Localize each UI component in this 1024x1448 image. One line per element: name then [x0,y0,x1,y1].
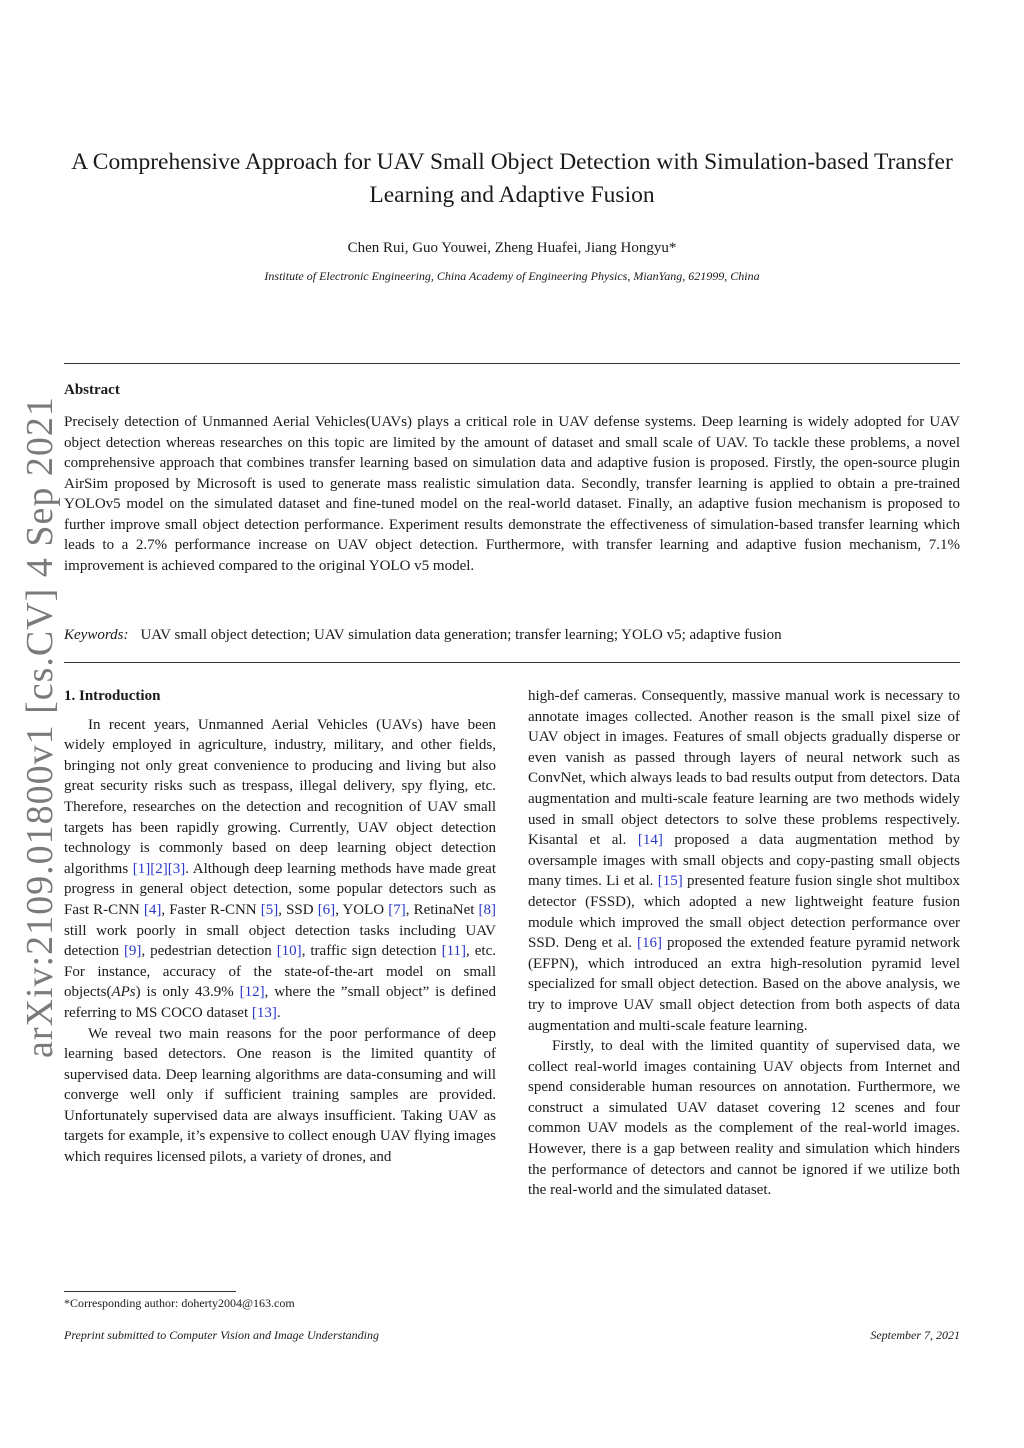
text-run: high-def cameras. Consequently, massive manual work is necessary to annotate images collected. Another reason is the small pixel size of UAV object in images. Features of small objects gradually disperse or even vanish as passed through layers of neural network such as ConvNet, which always leads to bad results output from detectors. Data augmentation and multi-scale feature learning are two methods widely used in small object detectors to solve these problems respectively. Kisantal et al. [528,688,960,849]
keywords-line [64,627,960,644]
citation-link[interactable]: [1] [132,860,151,877]
text-run: , Faster R-CNN [161,901,261,918]
text-run: In recent years, Unmanned Aerial Vehicles (UAVs) have been widely employed in agriculture, industry, military, and other fields, bringing not only great convenience to producing and living but also great security risks such as trespass, illegal delivery, spy flying, etc. Therefore, researches on the detection and recognition of UAV small targets has been rapidly growing. Currently, UAV object detection technology is commonly based on deep learning object detection algorithms [64,716,496,877]
paper-title: A Comprehensive Approach for UAV Small Object Detection with Simulation-based Transfer Learning and Adaptive Fusion [71,149,953,208]
citation-link[interactable]: [4] [143,901,162,918]
keywords-label: Keywords: [64,627,129,643]
citation-link[interactable]: [11] [441,943,467,960]
right-column [528,686,960,1201]
intro-paragraph-3: Firstly, to deal with the limited quantity of supervised data, we collect real-world images containing UAV objects from Internet and spend considerable human resources on annotation. Furthermore, we construct a simulated UAV dataset covering 12 scenes and four common UAV models as the complement of the real-world images. However, there is a gap between reality and simulation which hinders the performance of detectors and cannot be ignored if we utilize both the real-world and the simulated dataset. [528,1038,960,1199]
citation-link[interactable]: [5] [260,901,279,918]
citation-link[interactable]: [9] [123,943,142,960]
footnote-rule [64,1291,236,1292]
footer-preprint-note: Preprint submitted to Computer Vision and Image Understanding [64,1328,379,1342]
citation-link[interactable]: [14] [637,832,663,849]
arxiv-identifier: arXiv:2109.01800v1 [cs.CV] 4 Sep 2021 [19,396,61,1058]
text-run: , traffic sign detection [301,943,442,960]
citation-link[interactable]: [2] [150,860,168,877]
section-heading-introduction: 1. Introduction [64,688,161,704]
citation-link[interactable]: [16] [637,935,662,952]
text-run: . Although deep learning methods have made great progress in general object detection, some popular detectors such as Fast R-CNN [64,860,496,918]
text-run: , SSD [278,901,318,918]
intro-paragraph-2-continued [528,686,960,1036]
affiliation: Institute of Electronic Engineering, China Academy of Engineering Physics, MianYang, 621999, China [264,269,760,283]
citation-link[interactable]: [13] [251,1004,277,1021]
abstract-top-rule [64,363,960,364]
footnote-corresponding-author: *Corresponding author: doherty2004@163.com [64,1296,295,1310]
text-run: , YOLO [335,901,389,918]
footer-date: September 7, 2021 [870,1328,960,1342]
text-run: proposed a data augmentation method by oversample images with small objects and copy-pasting small objects many times. Li et al. [528,832,960,890]
citation-link[interactable]: [8] [478,901,496,918]
text-run: presented feature fusion single shot multibox detector (FSSD), which adopted a new lightweight feature fusion module which improved the small object detection performance over SSD. Deng et al. [528,873,960,952]
author-list: Chen Rui, Guo Youwei, Zheng Huafei, Jiang Hongyu* [347,240,677,256]
text-run: proposed the extended feature pyramid network (EFPN), which introduced an extra high-resolution pyramid level specialized for small object detection. Based on the above analysis, we try to improve UAV small object detection from both aspects of data augmentation and multi-scale feature learning. [528,935,960,1034]
citation-link[interactable]: [10] [276,943,302,960]
citation-link[interactable]: [6] [317,901,336,918]
intro-paragraph-2: We reveal two main reasons for the poor performance of deep learning based detectors. One reason is the limited quantity of supervised data. Deep learning algorithms are data-consuming and will converge well only if sufficient training samples are provided. Unfortunately supervised data are always insufficient. Taking UAV as targets for example, it’s expensive to collect enough UAV flying images which requires licensed pilots, a variety of drones, and [64,1025,496,1166]
text-run: ) is only 43.9% [135,984,240,1001]
abstract-bottom-rule [64,662,960,663]
left-column [64,686,496,1168]
text-run: still work poorly in small object detection tasks including UAV detection [64,922,496,960]
citation-link[interactable]: [7] [388,901,406,918]
text-run: , pedestrian detection [141,943,277,960]
text-run: . [276,1004,281,1021]
citation-link[interactable]: [15] [657,873,683,890]
citation-link[interactable]: [12] [239,984,265,1001]
abstract-text: Precisely detection of Unmanned Aerial Vehicles(UAVs) plays a critical role in UAV defense systems. Deep learning is widely adopted for UAV object detection whereas researches on this topic are limited by the amount of dataset and small scale of UAV. To tackle these problems, a novel comprehensive approach that combines transfer learning based on simulation data and adaptive fusion is proposed. Firstly, the open-source plugin AirSim proposed by Microsoft is used to generate mass realistic simulation data. Secondly, transfer learning is applied to obtain a pre-trained YOLOv5 model on the simulated dataset and fine-tuned model on the real-world dataset. Finally, an adaptive fusion mechanism is proposed to further improve small object detection performance. Experiment results demonstrate the effectiveness of simulation-based transfer learning which leads to a 2.7% performance increase on UAV object detection. Furthermore, with transfer learning and adaptive fusion mechanism, 7.1% improvement is achieved compared to the original YOLO v5 model. [64,414,960,574]
text-run: , etc. For instance, accuracy of the state-of-the-art model on small objects( [64,943,496,1001]
intro-paragraph-1 [64,715,496,1024]
text-run: , where the ”small object” is defined referring to MS COCO dataset [64,984,496,1021]
math-ap-small: APs [111,984,136,1001]
abstract-heading: Abstract [64,382,120,398]
keywords-text: UAV small object detection; UAV simulation data generation; transfer learning; YOLO v5; adaptive fusion [140,627,782,643]
citation-link[interactable]: [3] [167,860,186,877]
text-run: , RetinaNet [405,901,479,918]
